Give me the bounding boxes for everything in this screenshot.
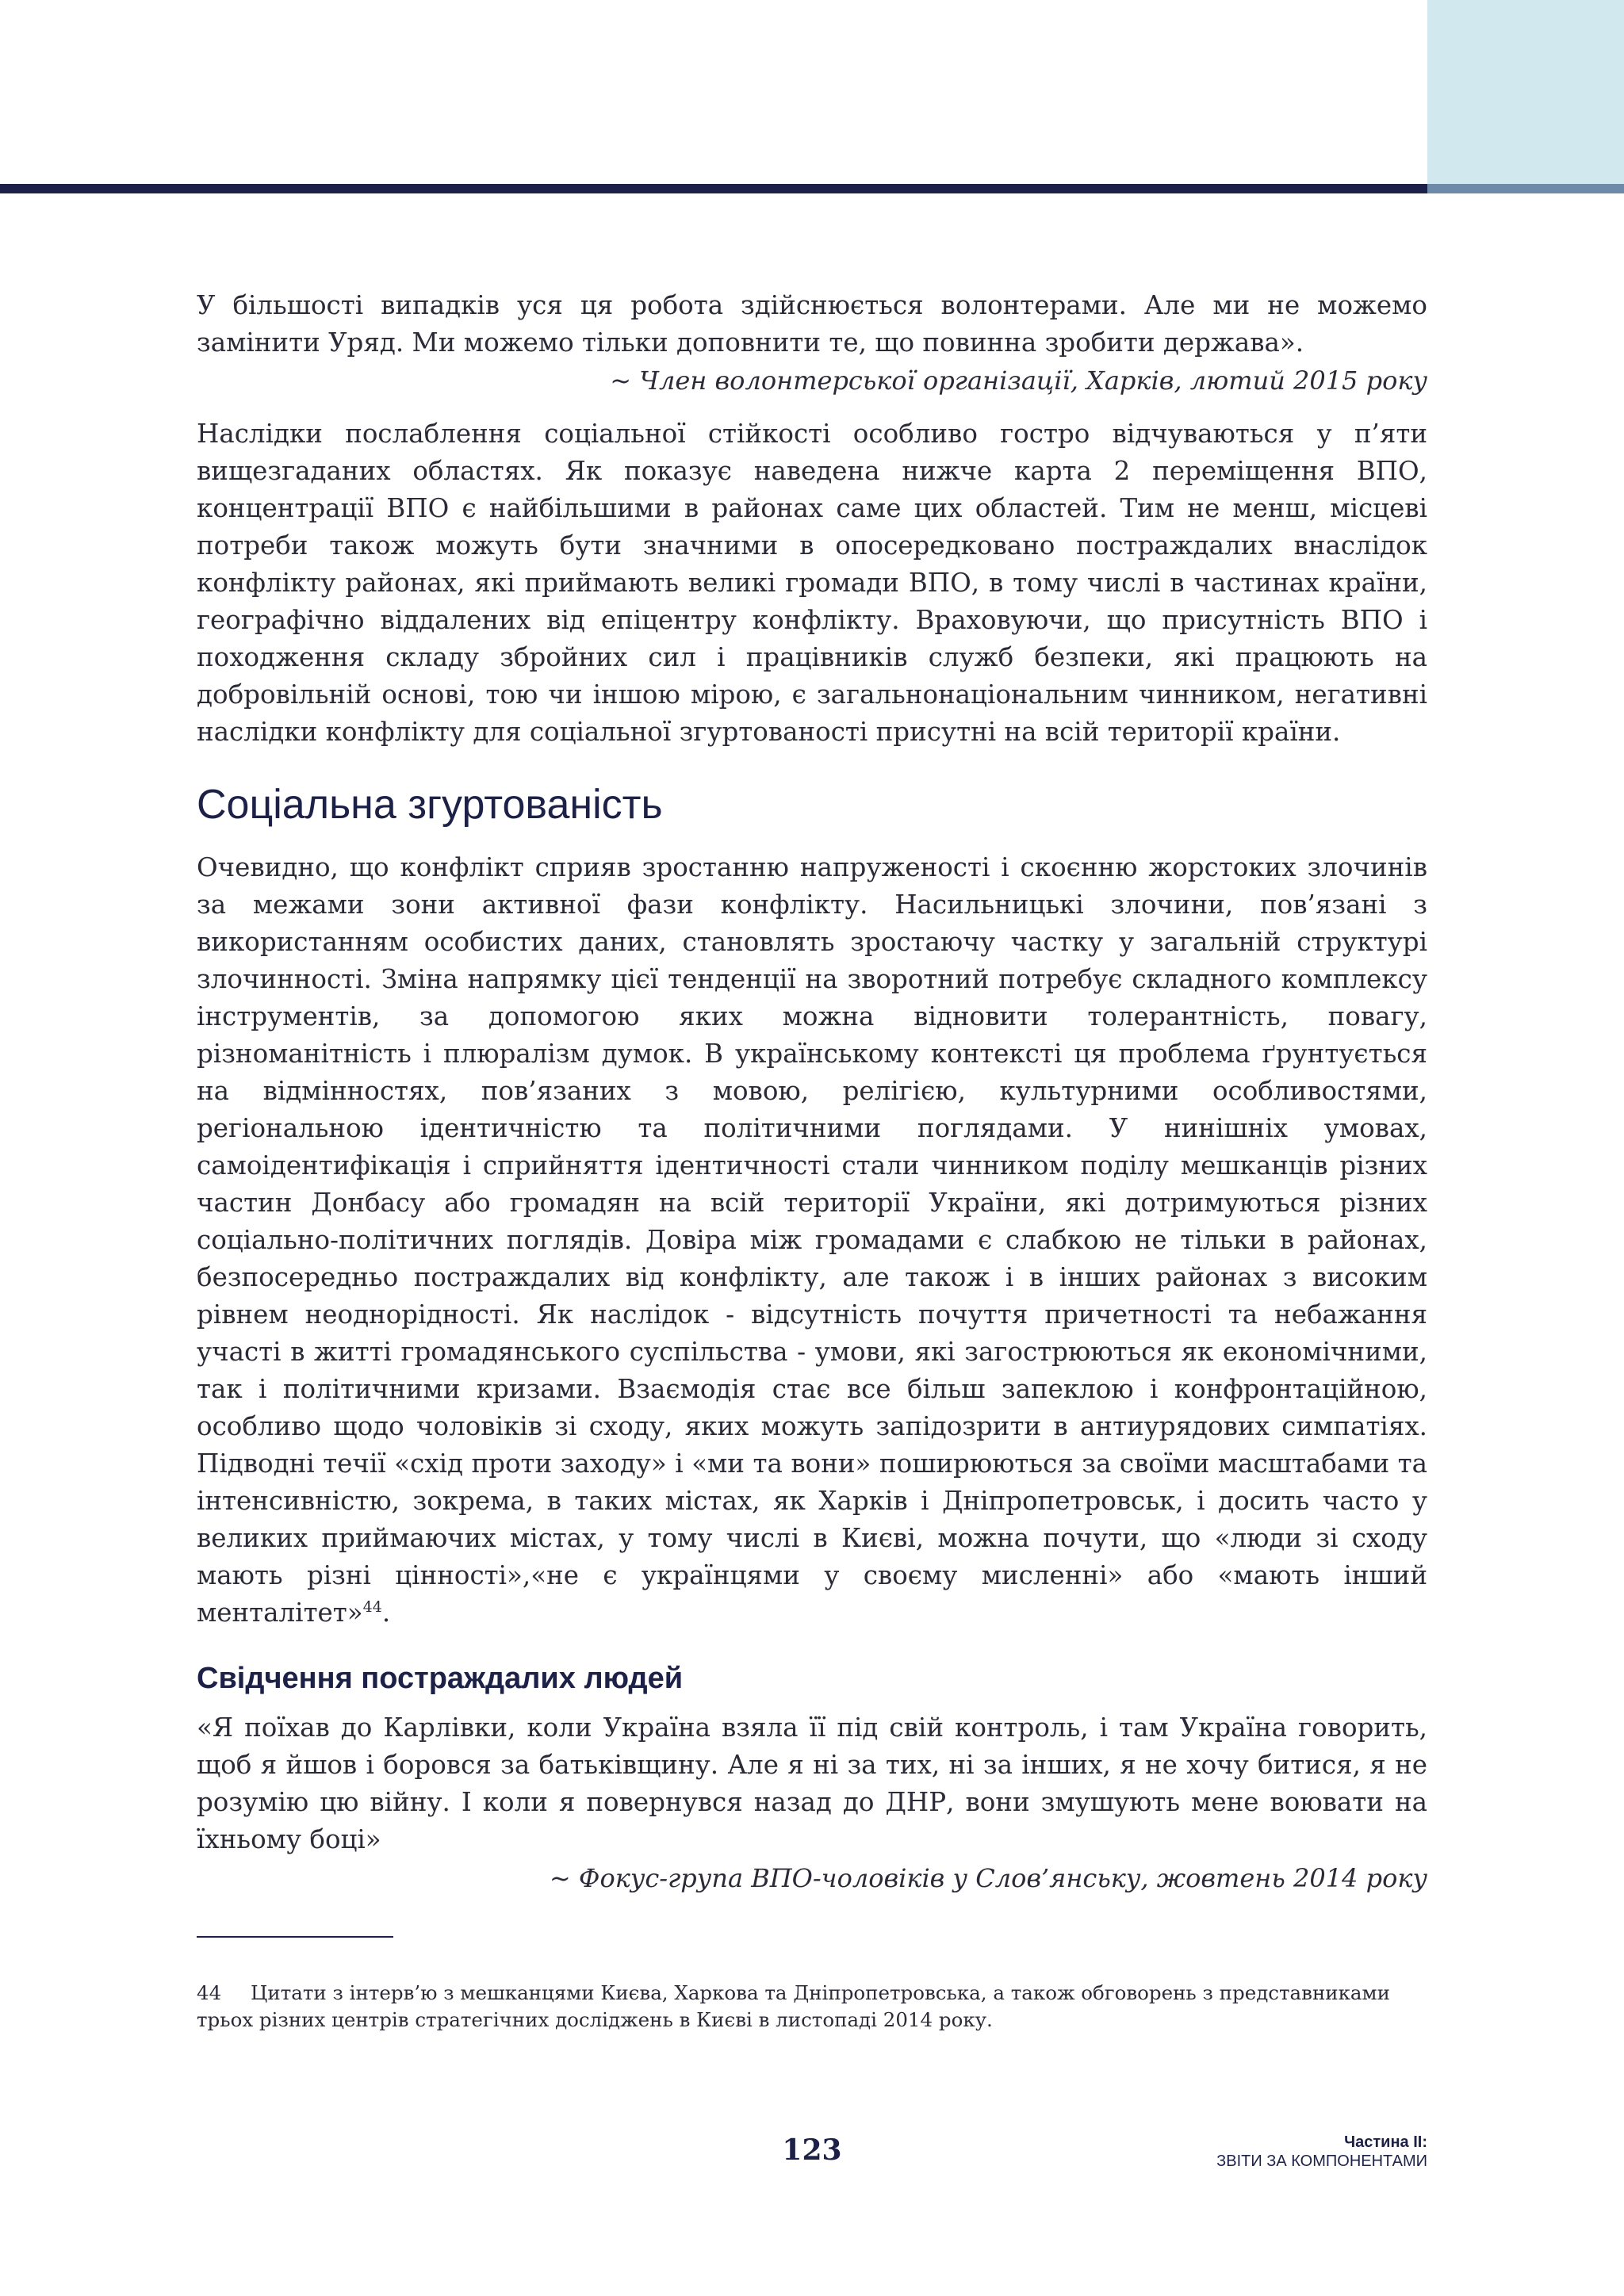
header-corner-block xyxy=(1427,0,1624,184)
intro-quote: У більшості випадків уся ця робота здійснюється волонтерами. Але ми не можемо замінити Уряд. Ми можемо тільки доповнити те, що повинна зробити держава». xyxy=(197,290,1427,358)
footnote-divider xyxy=(197,1936,393,1938)
testimony-attribution: ~ Фокус-група ВПО-чоловіків у Слов’янську, жовтень 2014 року xyxy=(549,1863,1427,1893)
testimony-quote: «Я поїхав до Карлівки, коли Україна взяла її під свій контроль, і там Україна говорить, щоб я йшов і боровся за батьківщину. Але я ні за тих, ні за інших, я не хочу битися, я не розумію цю війну. І коли я повернувся назад до ДНР, вони змушують мене воювати на їхньому боці» xyxy=(197,1712,1427,1854)
intro-paragraph: Наслідки послаблення соціальної стійкості особливо гостро відчуваються у п’яти вищезгаданих областях. Як показує наведена нижче карта 2 переміщення ВПО, концентрації ВПО є найбільшими в районах саме цих областей. Тим не менш, місцеві потреби також можуть бути значними в опосередковано постраждалих внаслідок конфлікту районах, які приймають великі громади ВПО, в тому числі в частинах країни, географічно віддалених від епіцентру конфлікту. Враховуючи, що присутність ВПО і походження складу збройних сил і працівників служб безпеки, які працюють на добровільній основі, тою чи іншою мірою, є загальнонаціональним чинником, негативні наслідки конфлікту для соціальної згуртованості присутні на всій території країни. xyxy=(197,419,1427,747)
footnote-ref: 44 xyxy=(362,1598,382,1617)
header-rule-accent xyxy=(1427,184,1624,193)
header-rule xyxy=(0,184,1427,193)
main-content xyxy=(197,287,1427,1897)
footnote-number: 44 xyxy=(197,1981,222,2004)
section-paragraph-text: Очевидно, що конфлікт сприяв зростанню напруженості і скоєнню жорстоких злочинів за межами зони активної фази конфлікту. Насильницькі злочини, пов’язані з використанням особистих даних, становлять зростаючу частку у загальній структурі злочинності. Зміна напрямку цієї тенденції на зворотний потребує складного комплексу інструментів, за допомогою яких можна відновити толерантність, повагу, різноманітність і плюралізм думок. В українському контексті ця проблема ґрунтується на відмінностях, пов’язаних з мовою, релігією, культурними особливостями, регіональною ідентичністю та політичними поглядами. У нинішніх умовах, самоідентифікація і сприйняття ідентичності стали чинником поділу мешканців різних частин Донбасу або громадян на всій території України, які дотримуються різних соціально-політичних поглядів. Довіра між громадами є слабкою не тільки в районах, безпосередньо постраждалих від конфлікту, але також і в інших районах з високим рівнем неоднорідності. Як наслідок - відсутність почуття причетності та небажання участі в житті громадянського суспільства - умови, які загострюються як економічними, так і політичними кризами. Взаємодія стає все більш запеклою і конфронтаційною, особливо щодо чоловіків зі сходу, яких можуть запідозрити в антиурядових симпатіях. Підводні течії «схід проти заходу» і «ми та вони» поширюються за своїми масштабами та інтенсивністю, зокрема, в таких містах, як Харків і Дніпропетровськ, і досить часто у великих приймаючих містах, у тому числі в Києві, можна почути, що «люди зі сходу мають різні цінності»,«не є українцями у своєму мисленні» або «мають інший менталітет» xyxy=(197,852,1427,1628)
page-number: 123 xyxy=(782,2133,842,2167)
part-title: Частина II: xyxy=(1344,2133,1427,2151)
part-label xyxy=(1216,2133,1427,2171)
section-heading: Соціальна згуртованість xyxy=(197,782,663,828)
testimony-heading: Свідчення постраждалих людей xyxy=(197,1662,684,1695)
intro-quote-attribution: ~ Член волонтерської організації, Харків, лютий 2015 року xyxy=(610,365,1427,396)
footnote xyxy=(197,1980,1427,2034)
section-paragraph: Очевидно, що конфлікт сприяв зростанню напруженості і скоєнню жорстоких злочинів за межами зони активної фази конфлікту. Насильницькі злочини, пов’язані з використанням особистих даних, становлять зростаючу частку у загальній структурі злочинності. Зміна напрямку цієї тенденції на зворотний потребує складного комплексу інструментів, за допомогою яких можна відновити толерантність, повагу, різноманітність і плюралізм думок. В українському контексті ця проблема ґрунтується на відмінностях, пов’язаних з мовою, релігією, культурними особливостями, регіональною ідентичністю та політичними поглядами. У нинішніх умовах, самоідентифікація і сприйняття ідентичності стали чинником поділу мешканців різних частин Донбасу або громадян на всій території України, які дотримуються різних соціально-політичних поглядів. Довіра між громадами є слабкою не тільки в районах, безпосередньо постраждалих від конфлікту, але також і в інших районах з високим рівнем неоднорідності. Як наслідок - відсутність почуття причетності та небажання участі в житті громадянського суспільства - умови, які загострюються як економічними, так і політичними кризами. Взаємодія стає все більш запеклою і конфронтаційною, особливо щодо чоловіків зі сходу, яких можуть запідозрити в антиурядових симпатіях. Підводні течії «схід проти заходу» і «ми та вони» поширюються за своїми масштабами та інтенсивністю, зокрема, в таких містах, як Харків і Дніпропетровськ, і досить часто у великих приймаючих містах, у тому числі в Києві, можна почути, що «люди зі сходу мають різні цінності»,«не є українцями у своєму мисленні» або «мають інший менталітет»$^{44}$. xyxy=(197,852,1427,1628)
part-subtitle: ЗВІТИ ЗА КОМПОНЕНТАМИ xyxy=(1216,2152,1427,2170)
footnote-text: Цитати з інтерв’ю з мешканцями Києва, Харкова та Дніпропетровська, а також обговорень з представниками трьох різних центрів стратегічних досліджень в Києві в листопаді 2014 року. xyxy=(197,1981,1390,2031)
